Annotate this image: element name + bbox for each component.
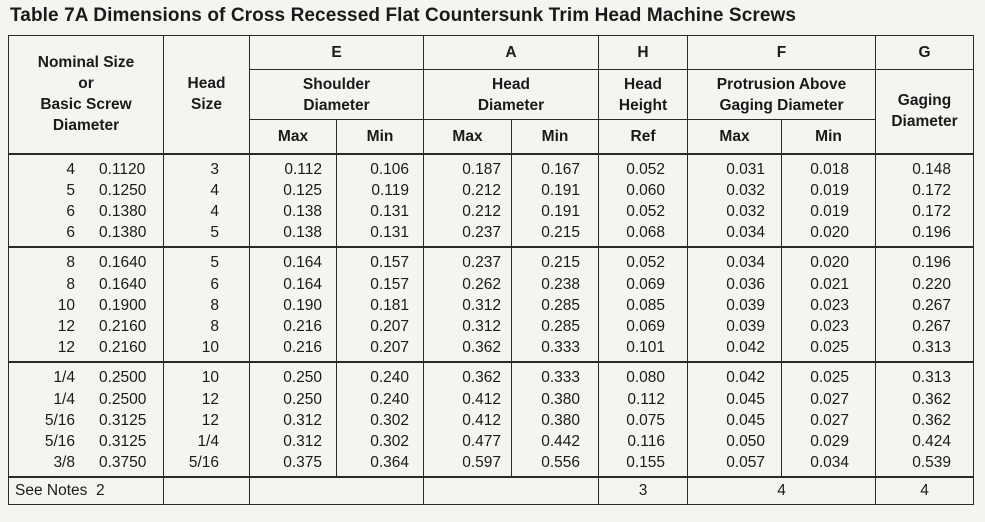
a-max-cell: 0.362 0.412 0.412 0.477 0.597 bbox=[424, 362, 512, 477]
a-min-cell: 0.167 0.191 0.191 0.215 bbox=[512, 154, 599, 248]
e-min-cell: 0.157 0.157 0.181 0.207 0.207 bbox=[337, 247, 424, 362]
header-head-height: Head Height bbox=[599, 70, 688, 120]
table-row-group-2 bbox=[9, 247, 974, 362]
header-f-letter: F bbox=[688, 36, 876, 70]
e-max-cell: 0.250 0.250 0.312 0.312 0.375 bbox=[250, 362, 337, 477]
f-min-cell: 0.018 0.019 0.019 0.020 bbox=[782, 154, 876, 248]
head-size-cell: 10 12 12 1/4 5/16 bbox=[164, 362, 250, 477]
a-max-cell: 0.237 0.262 0.312 0.312 0.362 bbox=[424, 247, 512, 362]
header-a-min: Min bbox=[512, 120, 599, 154]
header-shoulder-diameter: Shoulder Diameter bbox=[250, 70, 424, 120]
header-protrusion: Protrusion Above Gaging Diameter bbox=[688, 70, 876, 120]
a-min-cell: 0.333 0.380 0.380 0.442 0.556 bbox=[512, 362, 599, 477]
notes-a bbox=[424, 477, 599, 504]
header-e-letter: E bbox=[250, 36, 424, 70]
e-max-cell: 0.112 0.125 0.138 0.138 bbox=[250, 154, 337, 248]
h-ref-cell: 0.080 0.112 0.075 0.116 0.155 bbox=[599, 362, 688, 477]
h-ref-cell: 0.052 0.060 0.052 0.068 bbox=[599, 154, 688, 248]
f-max-cell: 0.031 0.032 0.032 0.034 bbox=[688, 154, 782, 248]
header-f-min: Min bbox=[782, 120, 876, 154]
header-e-min: Min bbox=[337, 120, 424, 154]
nominal-size-cell: 4 0.1120 5 0.1250 6 0.1380 6 0.1380 bbox=[9, 154, 164, 248]
h-ref-cell: 0.052 0.069 0.085 0.069 0.101 bbox=[599, 247, 688, 362]
a-min-cell: 0.215 0.238 0.285 0.285 0.333 bbox=[512, 247, 599, 362]
table-row-group-1 bbox=[9, 154, 974, 248]
f-min-cell: 0.025 0.027 0.027 0.029 0.034 bbox=[782, 362, 876, 477]
notes-e bbox=[250, 477, 424, 504]
header-head-size: Head Size bbox=[164, 36, 250, 154]
e-min-cell: 0.240 0.240 0.302 0.302 0.364 bbox=[337, 362, 424, 477]
header-a-letter: A bbox=[424, 36, 599, 70]
table-title: Table 7A Dimensions of Cross Recessed Flat Countersunk Trim Head Machine Screws bbox=[10, 5, 797, 26]
header-gaging-diameter: Gaging Diameter bbox=[876, 70, 974, 154]
notes-f: 4 bbox=[688, 477, 876, 504]
a-max-cell: 0.187 0.212 0.212 0.237 bbox=[424, 154, 512, 248]
notes-h: 3 bbox=[599, 477, 688, 504]
header-head-diameter: Head Diameter bbox=[424, 70, 599, 120]
notes-head-size bbox=[164, 477, 250, 504]
head-size-cell: 5 6 8 8 10 bbox=[164, 247, 250, 362]
header-nominal-size: Nominal Size or Basic Screw Diameter bbox=[9, 36, 164, 154]
e-min-cell: 0.106 0.119 0.131 0.131 bbox=[337, 154, 424, 248]
header-e-max: Max bbox=[250, 120, 337, 154]
header-h-ref: Ref bbox=[599, 120, 688, 154]
header-f-max: Max bbox=[688, 120, 782, 154]
header-h-letter: H bbox=[599, 36, 688, 70]
head-size-cell: 3 4 4 5 bbox=[164, 154, 250, 248]
notes-g: 4 bbox=[876, 477, 974, 504]
table-row-group-3 bbox=[9, 362, 974, 477]
nominal-size-cell: 8 0.1640 8 0.1640 10 0.1900 12 0.2160 12 0.2160 bbox=[9, 247, 164, 362]
f-max-cell: 0.034 0.036 0.039 0.039 0.042 bbox=[688, 247, 782, 362]
f-max-cell: 0.042 0.045 0.045 0.050 0.057 bbox=[688, 362, 782, 477]
g-gaging-cell: 0.313 0.362 0.362 0.424 0.539 bbox=[876, 362, 974, 477]
notes-row bbox=[9, 477, 974, 504]
g-gaging-cell: 0.196 0.220 0.267 0.267 0.313 bbox=[876, 247, 974, 362]
header-g-letter: G bbox=[876, 36, 974, 70]
f-min-cell: 0.020 0.021 0.023 0.023 0.025 bbox=[782, 247, 876, 362]
dimensions-table bbox=[8, 35, 974, 505]
see-notes-label: See Notes 2 bbox=[9, 477, 164, 504]
e-max-cell: 0.164 0.164 0.190 0.216 0.216 bbox=[250, 247, 337, 362]
nominal-size-cell: 1/4 0.2500 1/4 0.2500 5/16 0.3125 5/16 0.3125 3/8 0.3750 bbox=[9, 362, 164, 477]
g-gaging-cell: 0.148 0.172 0.172 0.196 bbox=[876, 154, 974, 248]
header-a-max: Max bbox=[424, 120, 512, 154]
